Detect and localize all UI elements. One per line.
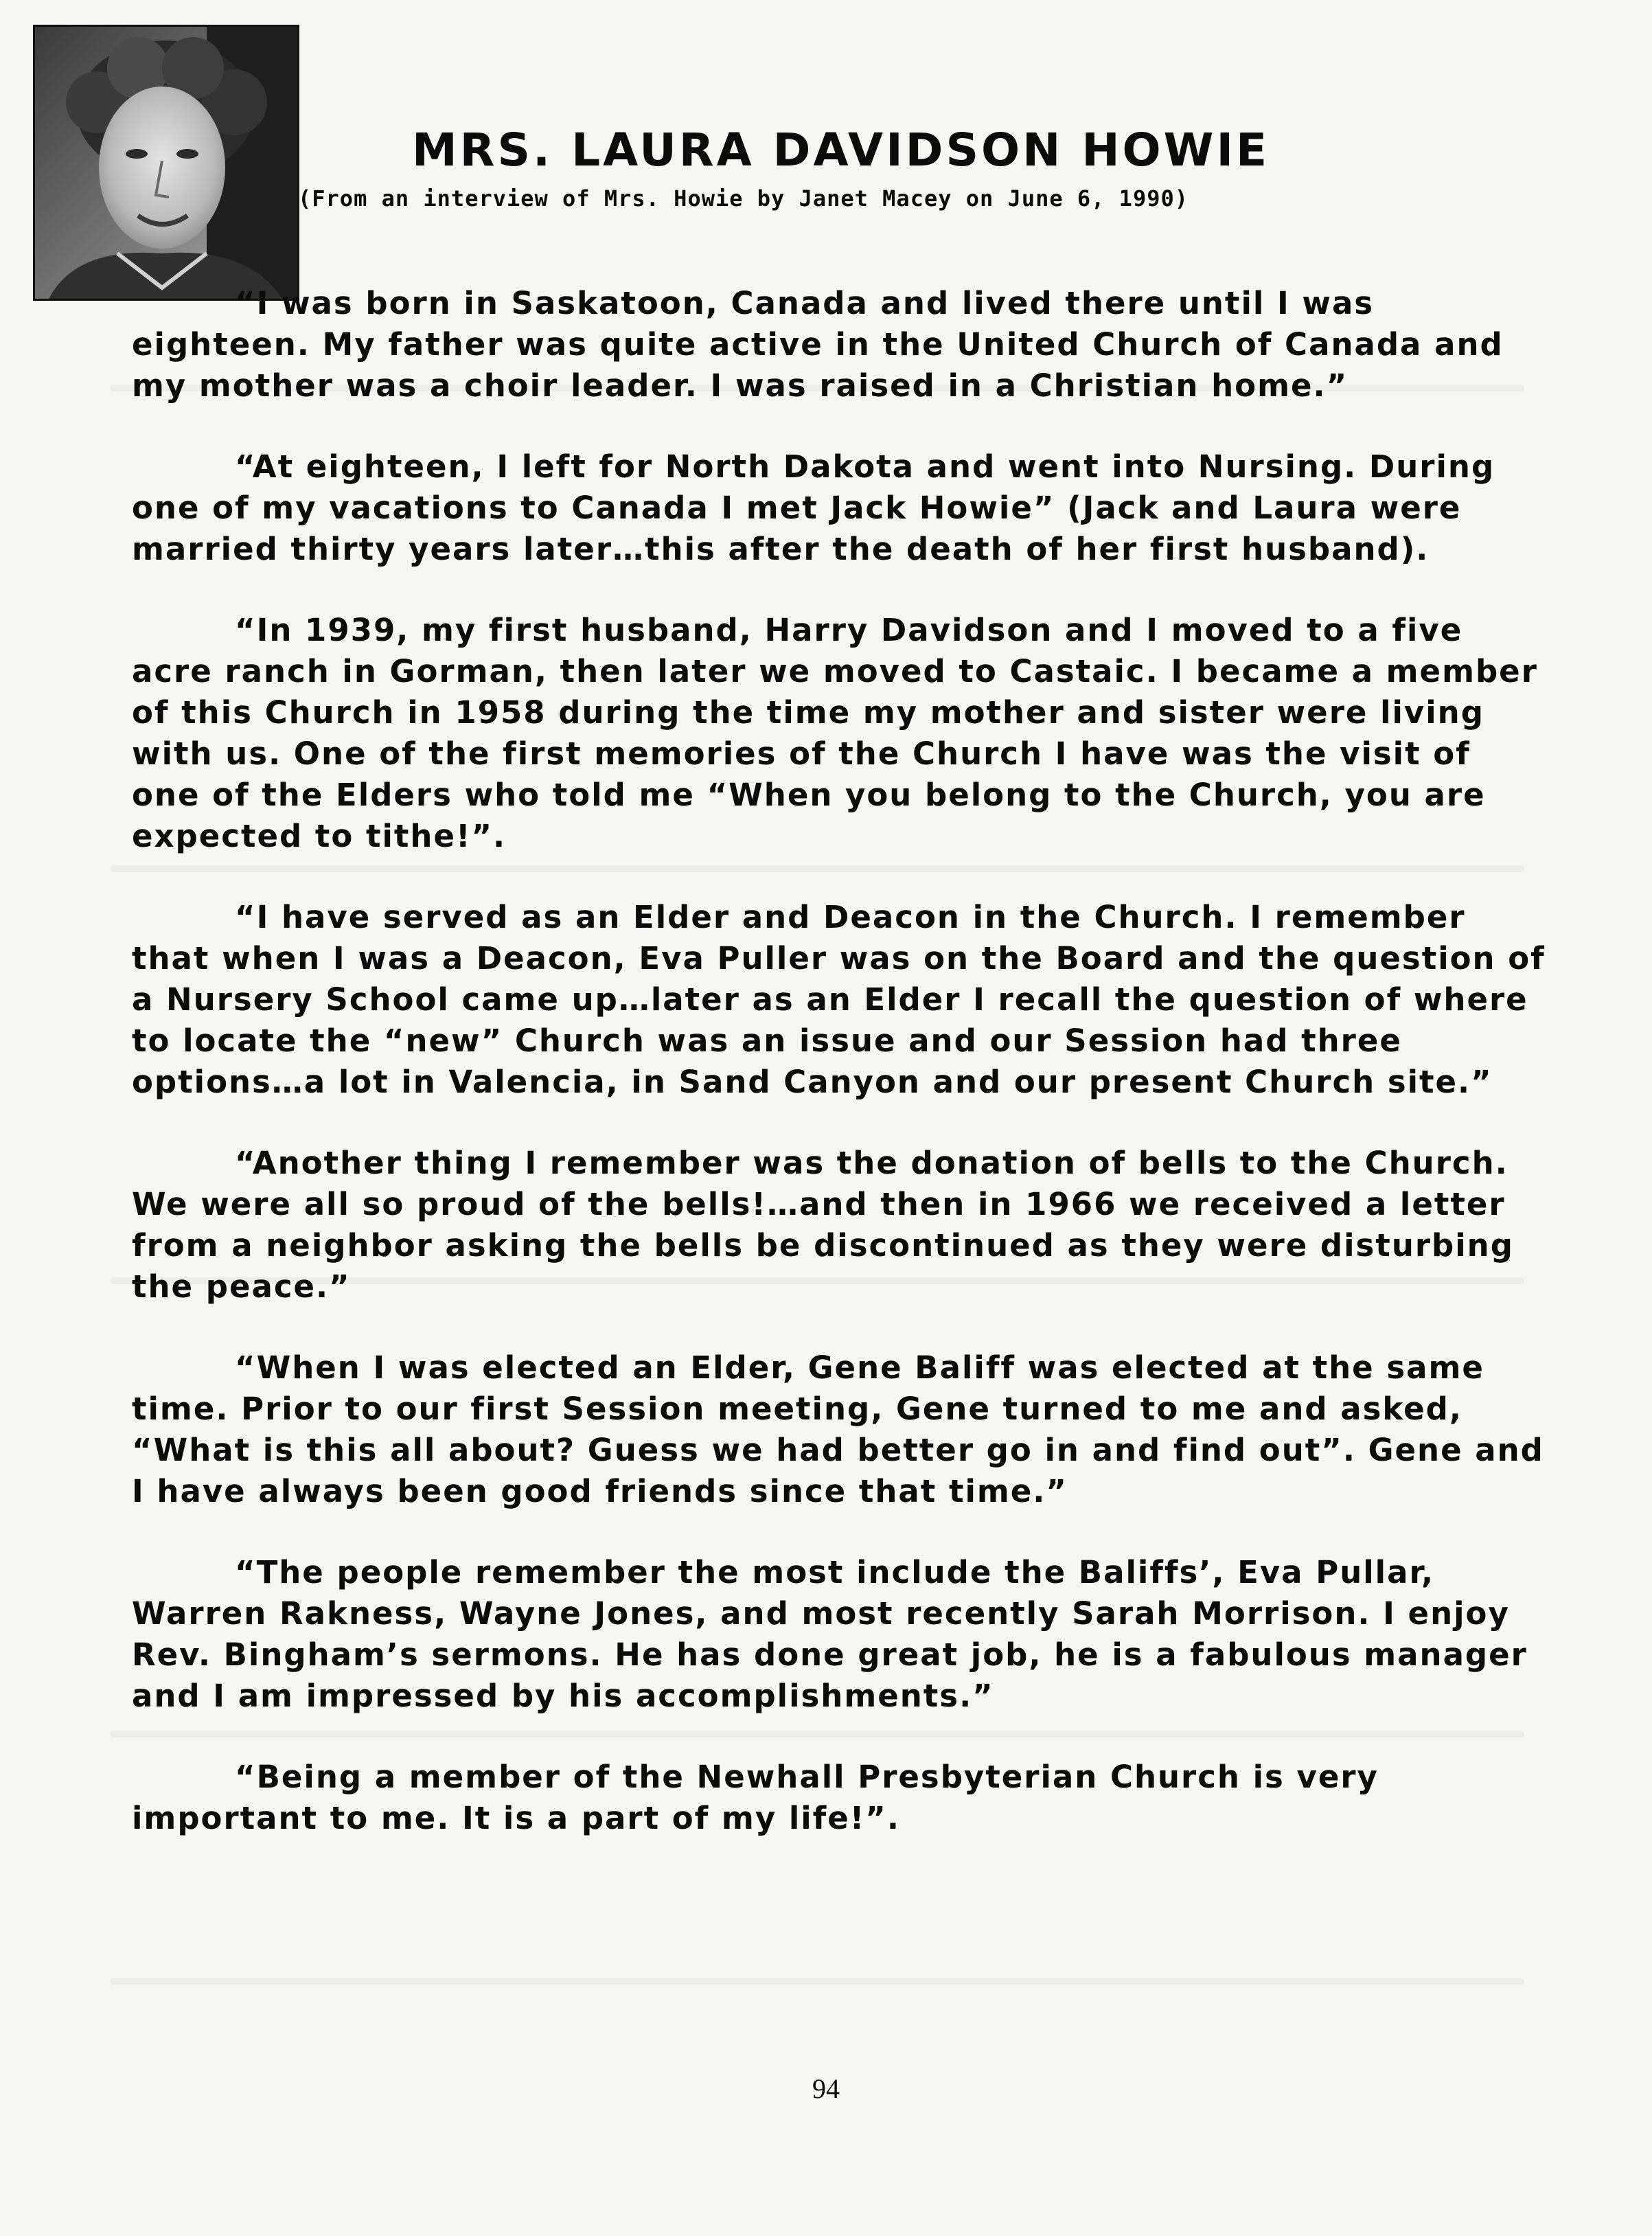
bleed-through-mark [110,1978,1524,1985]
article-body [132,283,1546,1879]
paragraph: “I have served as an Elder and Deacon in the Church. I remember that when I was a Deacon, Eva Puller was on the Board and the question of a Nursery School came up…later as an Elder I recall the question of where to locate the “new” Church was an issue and our Session had three options…a lot in Valencia, in Sand Canyon and our present Church site.” [132,899,1546,1100]
paragraph: “In 1939, my first husband, Harry Davidson and I moved to a five acre ranch in Gorman, then later we moved to Castaic. I became a member of this Church in 1958 during the time my mother and sister were living with us. One of the first memories of the Church I have was the visit of one of the Elders who told me “When you belong to the Church, you are expected to tithe!”. [132,612,1538,854]
paragraph: “I was born in Saskatoon, Canada and lived there until I was eighteen. My father was quite active in the United Church of Canada and my mother was a choir leader. I was raised in a Christian home.” [132,285,1504,404]
portrait-photo [33,25,299,301]
portrait-icon [35,27,297,299]
paragraph: “Another thing I remember was the donation of bells to the Church. We were all so proud of the bells!…and then in 1966 we received a letter from a neighbor asking the bells be discontinued as they were disturbing the peace.” [132,1145,1514,1305]
page-number: 94 [812,2073,840,2104]
paragraph: “When I was elected an Elder, Gene Baliff was elected at the same time. Prior to our first Session meeting, Gene turned to me and asked, “What is this all about? Guess we had better go in and find out”. Gene and I have always been good friends since that time.” [132,1349,1544,1509]
page-title: MRS. LAURA DAVIDSON HOWIE [412,124,1270,176]
interview-attribution: (From an interview of Mrs. Howie by Janet Macey on June 6, 1990) [298,185,1189,212]
paragraph: “The people remember the most include the Baliffs’, Eva Pullar, Warren Rakness, Wayne Jones, and most recently Sarah Morrison. I enjoy Rev. Bingham’s sermons. He has done great job, he is a fabulous manager and I am impressed by his accomplishments.” [132,1554,1528,1714]
paragraph: “Being a member of the Newhall Presbyterian Church is very important to me. It is a part of my life!”. [132,1759,1379,1836]
paragraph: “At eighteen, I left for North Dakota and went into Nursing. During one of my vacations to Canada I met Jack Howie” (Jack and Laura were married thirty years later…this after the death of her first husband). [132,448,1495,567]
